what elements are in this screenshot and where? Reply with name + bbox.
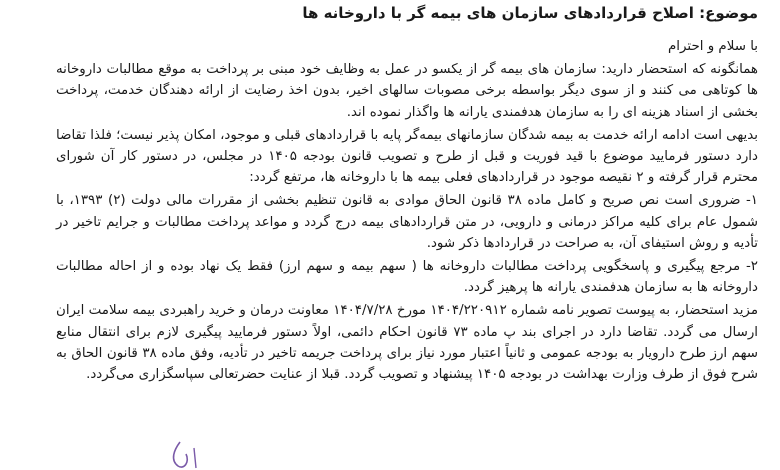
paragraph-intro: همانگونه که استحضار دارید: سازمان های بیمه گر از یکسو در عمل به وظایف خود مبنی بر پرداخت به موقع مطالبات داروخانه ها کوتاهی می کنند و از سوی دیگر بواسطه برخی مصوبات سالهای اخیر، بدون اخذ رضایت از ارائه دهندگان خدمت، پرداخت بخشی از اسناد هزینه ای را به سازمان هدفمندی یارانه ها واگذار نموده اند. [56, 62, 758, 120]
greeting-line: با سلام و احترام [668, 39, 758, 54]
letter-body [56, 36, 758, 387]
paragraph-closing: مزید استحضار، به پیوست تصویر نامه شماره ۱۴۰۴/۲۲۰۹۱۲ مورخ ۱۴۰۴/۷/۲۸ معاونت درمان و خرید راهبردی بیمه سلامت ایران ارسال می گردد. تقاضا دارد در اجرای بند پ ماده ۷۳ قانون احکام دائمی، اولاً دستور فرمایید پیگیری لازم برای انتقال منابع سهم ارز طرح دارویار به بودجه عمومی و ثانیاً اعتبار مورد نیاز برای پرداخت جریمه تاخیر در تأدیه، وفق ماده ۳۸ قانون الحاق به شرح فوق از طرف وزارت بهداشت در بودجه ۱۴۰۵ پیشنهاد و تصویب گردد. قبلا از عنایت حضرتعالی سپاسگزاری می‌گردد. [55, 303, 759, 383]
paragraph-request: بدیهی است ادامه ارائه خدمت به بیمه شدگان سازمانهای بیمه‌گر پایه با قراردادهای قبلی و موجود، امکان پذیر نیست؛ فلذا تقاضا دارد دستور فرمایید موضوع با قید فوریت و قبل از طرح و تصویب قانون بودجه ۱۴۰۵ در مجلس، در دستور کار آن شورای محترم قرار گرفته و ۲ نقیصه موجود در قراردادهای فعلی بیمه ها با داروخانه ها، مرتفع گردد: [56, 127, 758, 186]
signature-mark [150, 440, 220, 470]
paragraph-item-2: ۲- مرجع پیگیری و پاسخگویی پرداخت مطالبات داروخانه ها ( سهم بیمه و سهم ارز) فقط یک نهاد بوده و از احاله مطالبات داروخانه ها به سازمان هدفمندی یارانه ها پرهیز گردد. [56, 259, 758, 296]
letter-subject: موضوع: اصلاح قراردادهای سازمان های بیمه گر با داروخانه ها [302, 4, 758, 22]
paragraph-item-1: ۱- ضروری است نص صریح و کامل ماده ۳۸ قانون الحاق موادی به قانون تنظیم بخشی از مقررات مالی دولت (۲) ۱۳۹۳، با شمول عام برای کلیه مراکز درمانی و دارویی، در متن قراردادهای بیمه درج گردد و مواعد پرداخت مطالبات و جرایم تاخیر در تأدیه و روش استیفای آن، به صراحت در قراردادها ذکر شود. [56, 193, 758, 251]
